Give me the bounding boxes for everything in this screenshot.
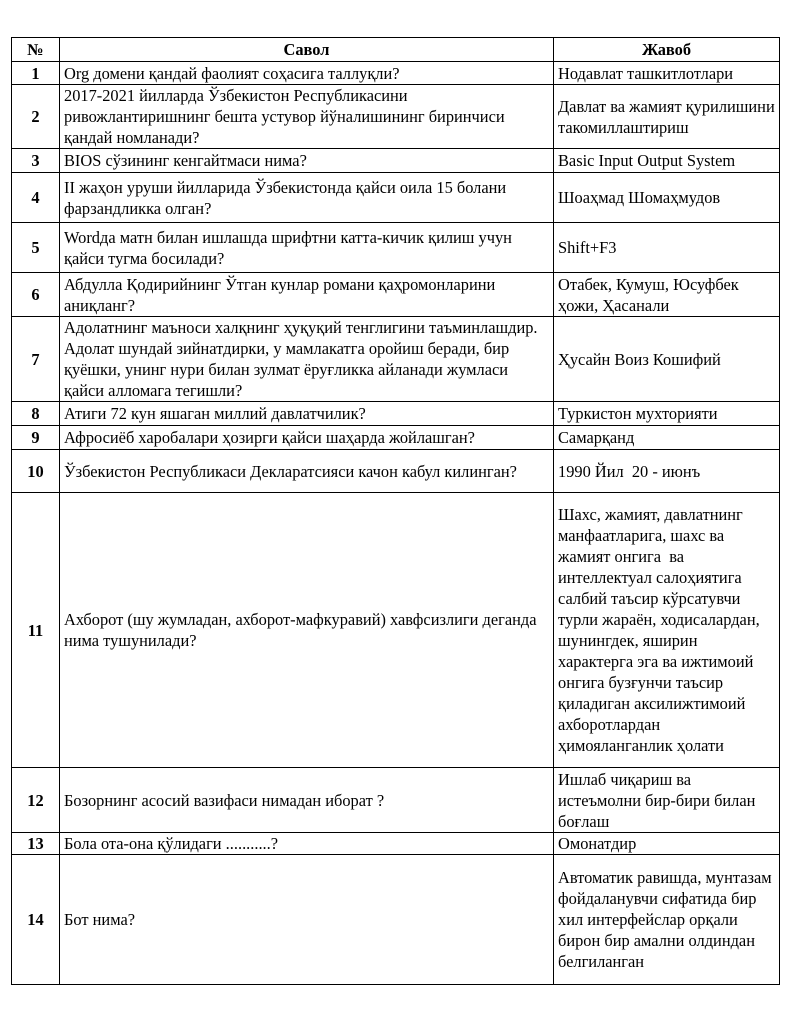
- row-answer: Автоматик равишда, мунтазам фойдаланувчи сифатида бир хил интерфейслар орқали бирон бир амални олдиндан белгиланган: [554, 855, 780, 985]
- row-question: Бозорнинг асосий вазифаси нимадан иборат ?: [60, 768, 554, 833]
- row-question: Афросиёб харобалари ҳозирги қайси шаҳарда жойлашган?: [60, 426, 554, 450]
- table-row: [12, 317, 780, 402]
- row-number: 13: [12, 833, 60, 855]
- header-answer: Жавоб: [554, 38, 780, 62]
- row-question: BIOS сўзининг кенгайтмаси нима?: [60, 149, 554, 173]
- table-row: [12, 450, 780, 493]
- table-row: [12, 223, 780, 273]
- header-question: Савол: [60, 38, 554, 62]
- table-row: [12, 493, 780, 768]
- row-answer: 1990 Йил 20 - июнъ: [554, 450, 780, 493]
- row-number: 5: [12, 223, 60, 273]
- row-question: Wordда матн билан ишлашда шрифтни катта-кичик қилиш учун қайси тугма босилади?: [60, 223, 554, 273]
- row-number: 1: [12, 62, 60, 85]
- table-header-row: [12, 38, 780, 62]
- row-answer: Ишлаб чиқариш ва истеъмолни бир-бири билан боғлаш: [554, 768, 780, 833]
- row-question: II жаҳон уруши йилларида Ўзбекистонда қайси оила 15 болани фарзандликка олган?: [60, 173, 554, 223]
- row-question: Атиги 72 кун яшаган миллий давлатчилик?: [60, 402, 554, 426]
- row-answer: Давлат ва жамият қурилишини такомиллаштириш: [554, 85, 780, 149]
- row-question: Абдулла Қодирийнинг Ўтган кунлар романи қаҳромонларини аниқланг?: [60, 273, 554, 317]
- row-answer: Basic Input Output System: [554, 149, 780, 173]
- row-answer: Ҳусайн Воиз Кошифий: [554, 317, 780, 402]
- table-row: [12, 173, 780, 223]
- row-number: 4: [12, 173, 60, 223]
- row-question: 2017-2021 йилларда Ўзбекистон Республикасини ривожлантиришнинг бешта устувор йўналишининг биринчиси қандай номланади?: [60, 85, 554, 149]
- table-row: [12, 768, 780, 833]
- row-answer: Нодавлат ташкитлотлари: [554, 62, 780, 85]
- table-row: [12, 149, 780, 173]
- table-row: [12, 402, 780, 426]
- table-row: [12, 426, 780, 450]
- row-number: 7: [12, 317, 60, 402]
- row-question: Бот нима?: [60, 855, 554, 985]
- row-number: 14: [12, 855, 60, 985]
- row-answer: Туркистон мухторияти: [554, 402, 780, 426]
- row-number: 8: [12, 402, 60, 426]
- row-number: 12: [12, 768, 60, 833]
- row-number: 3: [12, 149, 60, 173]
- row-answer: Шахс, жамият, давлатнинг манфаатларига, шахс ва жамият онгига ва интеллектуал салоҳиятига салбий таъсир кўрсатувчи турли жараён, ходисалардан, шунингдек, яширин характерга эга ва ижтимоий онгига бузғунчи таъсир қиладиган аксилижтимоий ахборотлардан ҳимояланганлик ҳолати: [554, 493, 780, 768]
- row-number: 9: [12, 426, 60, 450]
- row-answer: Shift+F3: [554, 223, 780, 273]
- row-question: Бола ота-она қўлидаги ...........?: [60, 833, 554, 855]
- row-answer: Омонатдир: [554, 833, 780, 855]
- row-answer: Отабек, Кумуш, Юсуфбек ҳожи, Ҳасанали: [554, 273, 780, 317]
- qa-table: [11, 37, 780, 985]
- row-question: Org домени қандай фаолият соҳасига таллуқли?: [60, 62, 554, 85]
- header-number: №: [12, 38, 60, 62]
- table-row: [12, 855, 780, 985]
- table-row: [12, 62, 780, 85]
- row-number: 6: [12, 273, 60, 317]
- table-row: [12, 85, 780, 149]
- table-row: [12, 273, 780, 317]
- row-number: 10: [12, 450, 60, 493]
- table-row: [12, 833, 780, 855]
- row-question: Ўзбекистон Республикаси Декларатсияси качон кабул килинган?: [60, 450, 554, 493]
- row-question: Адолатнинг маъноси халқнинг ҳуқуқий тенглигини таъминлашдир. Адолат шундай зийнатдирки, у мамлакатга оройиш беради, бир қуёшки, унинг нури билан зулмат ёруғликка айланади жумласи қайси алломага тегишли?: [60, 317, 554, 402]
- row-answer: Шоаҳмад Шомаҳмудов: [554, 173, 780, 223]
- row-number: 2: [12, 85, 60, 149]
- row-question: Ахборот (шу жумладан, ахборот-мафкуравий) хавфсизлиги деганда нима тушунилади?: [60, 493, 554, 768]
- row-number: 11: [12, 493, 60, 768]
- row-answer: Самарқанд: [554, 426, 780, 450]
